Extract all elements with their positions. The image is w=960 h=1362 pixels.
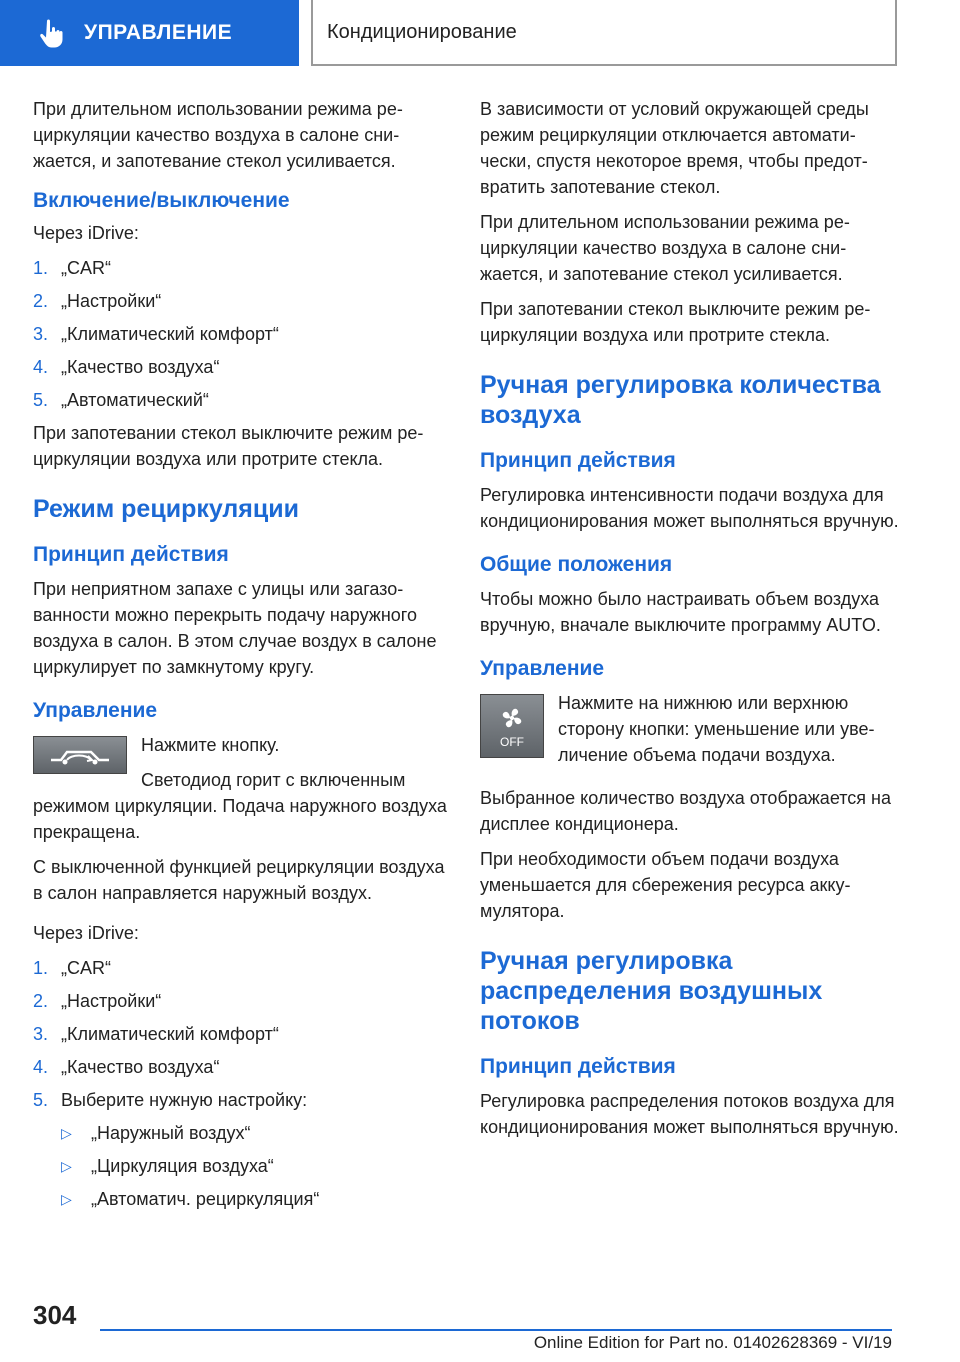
step-text: Выберите нужную настройку:: [61, 1090, 308, 1110]
paragraph: Нажмите кнопку.: [141, 735, 280, 755]
paragraph: С выключенной функцией рециркуляции воздуха в салон направляется наружный воздух.: [33, 857, 445, 903]
section-heading: Ручная регулировка распределения воздушных потоков: [480, 947, 823, 1035]
recirculation-button-image: [33, 736, 127, 774]
paragraph: При длительном использовании режима рециркуляции качество воздуха в салоне снижается, и запотевание стекол усиливается.: [33, 99, 403, 171]
option-text: „Автоматич. рециркуляция“: [91, 1189, 320, 1209]
button-illustration-row: [480, 690, 900, 777]
option-text: „Наружный воздух“: [91, 1123, 251, 1143]
paragraph: При неприятном запахе с улицы или загазованности можно перекрыть подачу наружного воздуха в салон. В этом случае воздух в салоне циркулирует по замкнутому кругу.: [33, 579, 437, 677]
step-text: „Климатический комфорт“: [61, 324, 279, 344]
step-text: „Качество воздуха“: [61, 357, 220, 377]
fan-off-label: OFF: [500, 735, 524, 749]
paragraph: При запотевании стекол выключите режим рециркуляции воздуха или протрите стекла.: [480, 299, 871, 345]
chapter-title-box: [311, 0, 897, 66]
button-illustration-row: [33, 732, 453, 854]
paragraph: Регулировка распределения потоков воздуха для кондиционирования может выполняться вручную.: [480, 1091, 899, 1137]
list-item: [33, 1021, 453, 1047]
paragraph: Светодиод горит с включенным режимом циркуляции. Подача наружного воздуха прекращена.: [33, 770, 447, 842]
triangle-bullet-icon: ▷: [61, 1125, 72, 1141]
list-item: [33, 255, 453, 281]
fan-icon: [484, 698, 540, 754]
step-number: 3.: [33, 1024, 49, 1044]
step-text: „Настройки“: [61, 991, 162, 1011]
paragraph: Чтобы можно было настраивать объем воздуха вручную, вначале выключите программу AUTO.: [480, 589, 881, 635]
list-item: [61, 1186, 453, 1212]
subsection-heading: Принцип действия: [480, 1055, 676, 1078]
options-list: [61, 1120, 453, 1212]
step-number: 4.: [33, 357, 49, 377]
section-tab: [0, 0, 299, 66]
page-number: 304: [33, 1300, 77, 1330]
page-header: [0, 0, 960, 68]
left-column: [33, 96, 453, 1219]
list-item: [61, 1120, 453, 1146]
step-number: 5.: [33, 390, 49, 410]
subsection-heading: Управление: [33, 699, 158, 722]
section-heading: Режим рециркуляции: [33, 495, 300, 523]
paragraph: При необходимости объем подачи воздуха уменьшается для сбережения ресурса аккумулятора.: [480, 849, 851, 921]
option-text: „Циркуляция воздуха“: [91, 1156, 274, 1176]
paragraph: В зависимости от условий окружающей среды режим рециркуляции отключается автоматически, спустя некоторое время, чтобы предотвратить запотевание стекол.: [480, 99, 869, 197]
section-label: УПРАВЛЕНИЕ: [84, 21, 233, 44]
list-item: [33, 1087, 453, 1113]
steps-list: [33, 955, 453, 1113]
step-number: 3.: [33, 324, 49, 344]
list-item: [33, 955, 453, 981]
list-item: [33, 387, 453, 413]
footer-rule: [100, 1329, 892, 1331]
subsection-heading: Принцип действия: [480, 449, 676, 472]
triangle-bullet-icon: ▷: [61, 1158, 72, 1174]
paragraph: При запотевании стекол выключите режим рециркуляции воздуха или протрите стекла.: [33, 423, 424, 469]
paragraph: Через iDrive:: [33, 923, 139, 943]
subsection-heading: Принцип действия: [33, 543, 229, 566]
recirculation-car-icon: [43, 740, 117, 770]
section-heading: Ручная регулировка количества воздуха: [480, 371, 881, 429]
subsection-heading: Общие положения: [480, 553, 673, 576]
chapter-title: Кондиционирование: [327, 20, 517, 43]
paragraph: При длительном использовании режима рециркуляции качество воздуха в салоне снижается, и запотевание стекол усиливается.: [480, 212, 850, 284]
list-item: [61, 1153, 453, 1179]
paragraph: Регулировка интенсивности подачи воздуха для кондиционирования может выполняться вручную.: [480, 485, 899, 531]
right-column: [480, 96, 900, 1149]
fan-button-image: [480, 694, 544, 758]
list-item: [33, 988, 453, 1014]
paragraph: Через iDrive:: [33, 223, 139, 243]
hand-pointer-icon: [34, 16, 68, 50]
paragraph: Выбранное количество воздуха отображается на дисплее кондиционера.: [480, 788, 891, 834]
step-number: 2.: [33, 291, 49, 311]
paragraph: Нажмите на нижнюю или верхнюю сторону кнопки: уменьшение или увеличение объема подачи воздуха.: [558, 693, 875, 765]
step-text: „Настройки“: [61, 291, 162, 311]
step-number: 1.: [33, 258, 49, 278]
step-number: 2.: [33, 991, 49, 1011]
steps-list: [33, 255, 453, 413]
triangle-bullet-icon: ▷: [61, 1191, 72, 1207]
step-text: „CAR“: [61, 958, 111, 978]
step-text: „Качество воздуха“: [61, 1057, 220, 1077]
step-number: 5.: [33, 1090, 49, 1110]
list-item: [33, 288, 453, 314]
edition-text: Online Edition for Part no. 01402628369 - VI/19: [533, 1333, 892, 1352]
list-item: [33, 1054, 453, 1080]
step-number: 1.: [33, 958, 49, 978]
subsection-heading: Управление: [480, 657, 605, 680]
list-item: [33, 321, 453, 347]
step-text: „Автоматический“: [61, 390, 209, 410]
step-text: „CAR“: [61, 258, 111, 278]
subsection-heading: Включение/выключение: [33, 189, 290, 212]
step-text: „Климатический комфорт“: [61, 1024, 279, 1044]
list-item: [33, 354, 453, 380]
step-number: 4.: [33, 1057, 49, 1077]
